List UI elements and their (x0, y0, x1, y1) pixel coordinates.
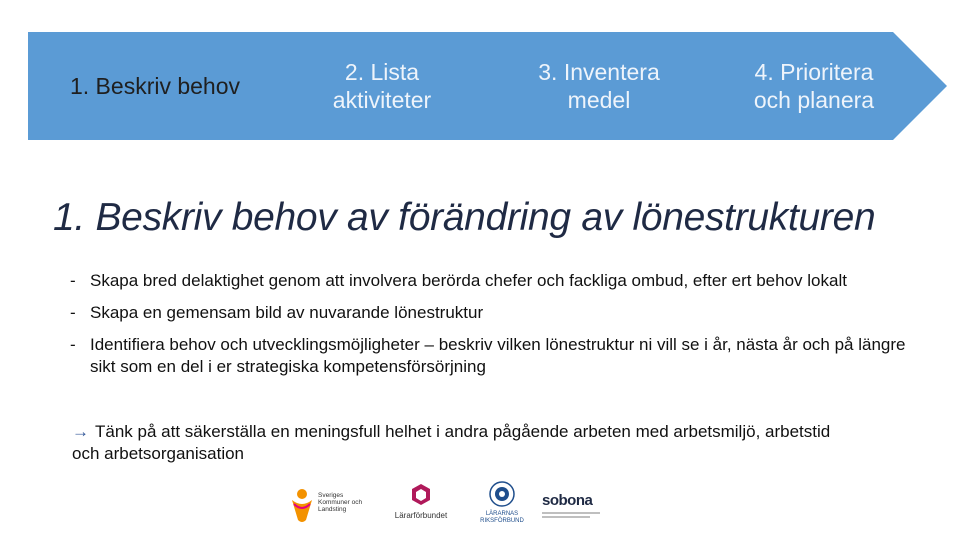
bullet-item (70, 270, 910, 292)
bullet-dash: - (70, 271, 76, 290)
skl-logo-text: Sveriges Kommuner och Landsting (318, 492, 363, 513)
lararnas-riksforbund-logo-text: LÄRARNAS RIKSFÖRBUND (480, 511, 524, 524)
step-3-label: 3. Inventera medel (538, 59, 660, 113)
logo-divider (542, 516, 590, 518)
bullet-text: Identifiera behov och utvecklingsmöjligheter – beskriv vilken lönestruktur ni vill se i år, nästa år och på längre sikt som en del i er strategiska kompetensförsörjning (90, 335, 906, 376)
hexagon-logo-icon (384, 478, 458, 512)
lararforbundet-logo (384, 478, 458, 528)
step-2-label: 2. Lista aktiviteter (332, 59, 432, 113)
bullet-text: Skapa bred delaktighet genom att involvera berörda chefer och fackliga ombud, efter ert behov lokalt (90, 271, 847, 290)
page-title: 1. Beskriv behov av förändring av lönestrukturen (53, 196, 876, 239)
step-4-prioritize-plan[interactable] (728, 32, 900, 140)
note-body: Tänk på att säkerställa en meningsfull helhet i andra pågående arbeten med arbetsmiljö, arbetstid och arbetsorganisation (72, 422, 831, 463)
step-2-list-activities[interactable] (300, 32, 464, 140)
bullet-text: Skapa en gemensam bild av nuvarande lönestruktur (90, 303, 484, 322)
lararnas-riksforbund-logo (472, 478, 532, 528)
skl-logo (288, 478, 370, 528)
logo-divider (542, 512, 600, 514)
step-3-inventory-resources[interactable] (512, 32, 686, 140)
step-4-label: 4. Prioritera och planera (753, 59, 875, 113)
bullet-item (70, 302, 910, 324)
bullet-dash: - (70, 303, 76, 322)
step-1-label: 1. Beskriv behov (69, 73, 241, 99)
process-bar (0, 0, 960, 140)
note-text (72, 421, 832, 465)
arrow-right-icon: → (72, 422, 89, 441)
bullet-dash: - (70, 335, 76, 354)
partner-logos (288, 478, 608, 528)
step-1-describe-needs[interactable] (30, 32, 280, 140)
sobona-logo (542, 478, 604, 528)
wordmark-logo-icon: sobona (542, 492, 593, 509)
bullet-list (70, 270, 910, 388)
lararforbundet-logo-text: Lärarförbundet (394, 511, 448, 520)
seal-logo-icon (472, 478, 532, 510)
bullet-item (70, 334, 910, 378)
